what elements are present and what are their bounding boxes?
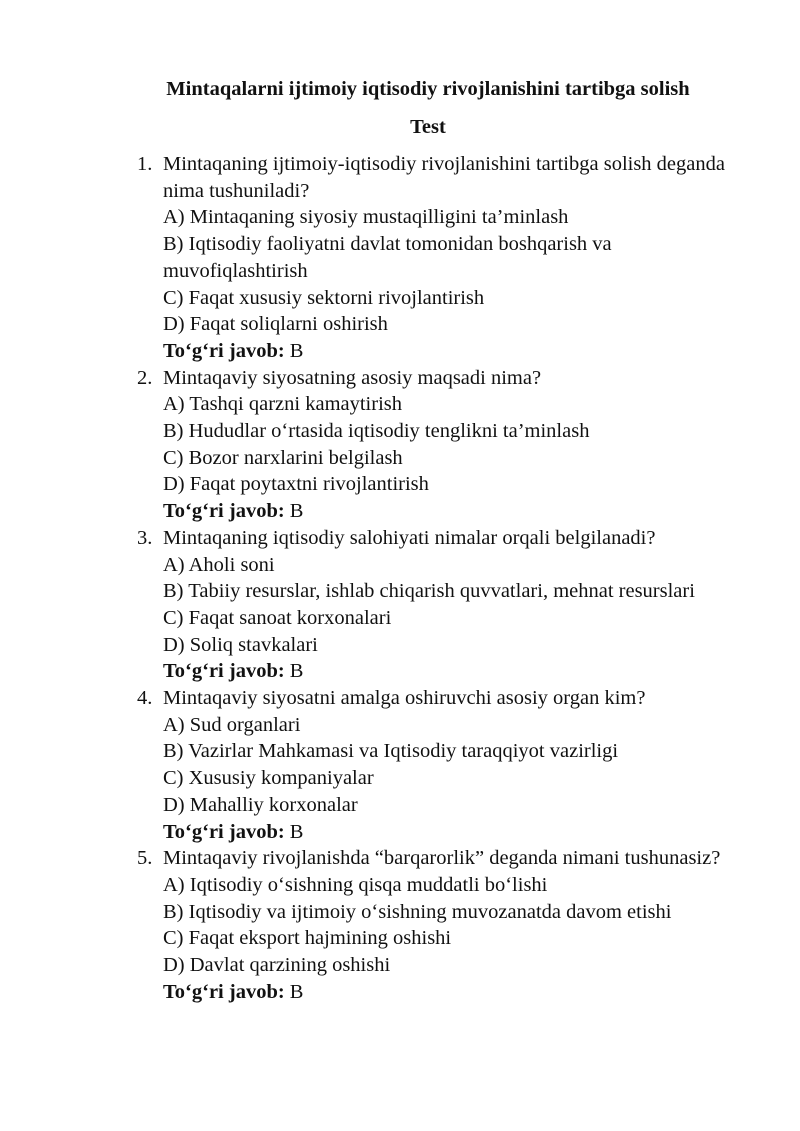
option-b: B) Iqtisodiy faoliyatni davlat tomonidan boshqarish va muvofiqlashtirish [163, 233, 612, 282]
question-number: 5. [137, 847, 153, 870]
question-text: Mintaqaviy rivojlanishda “barqarorlik” deganda nimani tushunasiz? [163, 847, 721, 870]
question-item [0, 685, 800, 845]
question-number: 1. [137, 153, 153, 175]
option-b: B) Iqtisodiy va ijtimoiy o‘sishning muvozanatda davom etishi [163, 900, 672, 923]
question-item [0, 365, 800, 525]
correct-answer [163, 338, 740, 365]
answer-value: B [289, 500, 304, 523]
question-item [0, 845, 800, 1005]
option-c: C) Faqat xususiy sektorni rivojlantirish [163, 286, 485, 309]
question-item [0, 525, 800, 685]
question-number: 3. [137, 526, 153, 549]
answer-label: To‘g‘ri javob: [163, 500, 285, 523]
option-a: A) Aholi soni [163, 553, 275, 576]
document-subtitle: Test [410, 116, 446, 138]
question-text: Mintaqaning ijtimoiy-iqtisodiy rivojlanishini tartibga solish deganda nima tushuniladi? [163, 153, 725, 202]
correct-answer [163, 979, 740, 1006]
option-a: A) Mintaqaning siyosiy mustaqilligini ta’minlash [163, 206, 569, 229]
option-b: B) Vazirlar Mahkamasi va Iqtisodiy taraqqiyot vazirligi [163, 740, 619, 763]
question-text: Mintaqaning iqtisodiy salohiyati nimalar orqali belgilanadi? [163, 526, 656, 549]
option-d: D) Mahalliy korxonalar [163, 793, 358, 816]
option-d: D) Faqat soliqlarni oshirish [163, 313, 388, 336]
option-c: C) Faqat sanoat korxonalari [163, 606, 392, 629]
option-a: A) Iqtisodiy o‘sishning qisqa muddatli bo‘lishi [163, 873, 548, 896]
option-b: B) Hududlar o‘rtasida iqtisodiy tenglikni ta’minlash [163, 420, 590, 443]
answer-label: To‘g‘ri javob: [163, 660, 285, 683]
option-d: D) Soliq stavkalari [163, 633, 318, 656]
answer-value: B [289, 980, 304, 1003]
question-list [0, 151, 800, 1006]
question-item [0, 151, 800, 365]
question-text: Mintaqaviy siyosatning asosiy maqsadi nima? [163, 366, 542, 389]
answer-label: To‘g‘ri javob: [163, 980, 285, 1003]
option-c: C) Bozor narxlarini belgilash [163, 446, 403, 469]
option-a: A) Tashqi qarzni kamaytirish [163, 393, 403, 416]
option-a: A) Sud organlari [163, 713, 301, 736]
question-text: Mintaqaviy siyosatni amalga oshiruvchi asosiy organ kim? [163, 687, 646, 710]
correct-answer [163, 819, 740, 846]
correct-answer [163, 658, 740, 685]
answer-label: To‘g‘ri javob: [163, 820, 285, 843]
option-d: D) Davlat qarzining oshishi [163, 954, 391, 977]
answer-value: B [289, 660, 304, 683]
correct-answer [163, 498, 740, 525]
answer-label: To‘g‘ri javob: [163, 339, 285, 362]
option-b: B) Tabiiy resurslar, ishlab chiqarish quvvatlari, mehnat resurslari [163, 580, 695, 603]
option-d: D) Faqat poytaxtni rivojlantirish [163, 473, 429, 496]
option-c: C) Faqat eksport hajmining oshishi [163, 927, 452, 950]
question-number: 4. [137, 687, 153, 710]
answer-value: B [289, 820, 304, 843]
option-c: C) Xususiy kompaniyalar [163, 767, 374, 790]
question-number: 2. [137, 366, 153, 389]
answer-value: B [289, 339, 304, 362]
document-title: Mintaqalarni ijtimoiy iqtisodiy rivojlanishini tartibga solish [166, 78, 690, 100]
